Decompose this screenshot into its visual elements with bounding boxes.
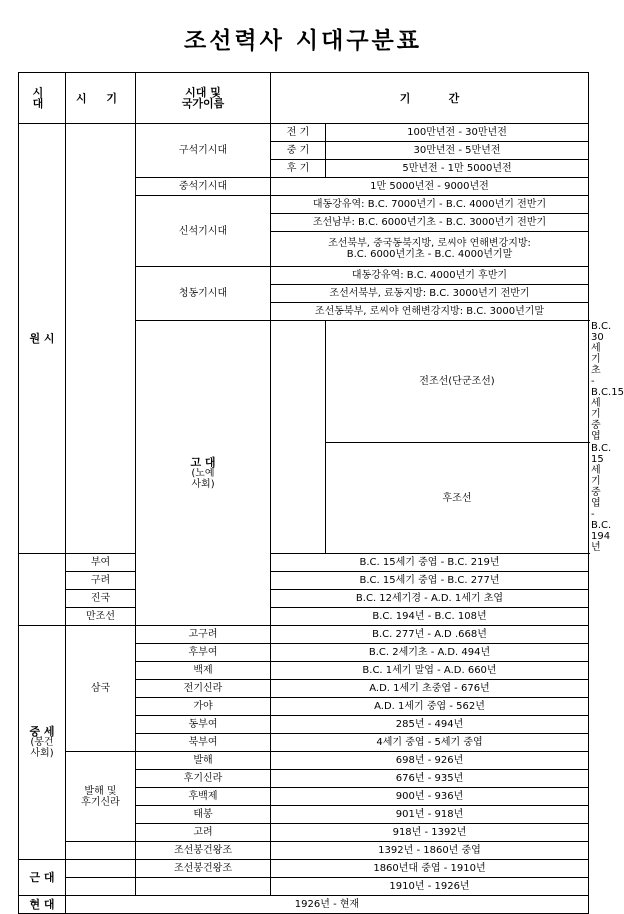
table-row: 후조선 B.C. 15세기 중엽 - B.C. 194년 [19, 443, 589, 554]
row-name: 청동기시대 [136, 267, 271, 321]
header-name: 시대 및 국가이름 [136, 73, 271, 124]
row-name: 전기신라 [136, 680, 271, 698]
row-name: 만조선 [66, 608, 136, 626]
era-modern: 근 대 [19, 860, 66, 896]
row-period: 100만년전 - 30만년전 [326, 124, 589, 142]
row-name: 중석기시대 [136, 178, 271, 196]
phase-empty [19, 554, 66, 626]
row-name: 후부여 [136, 644, 271, 662]
era-ancient-label: 고 대 [190, 455, 216, 469]
table-row [19, 590, 589, 608]
row-period: 1926년 - 현재 [66, 896, 589, 914]
row-name: 태봉 [136, 806, 271, 824]
row-name: 고려 [136, 824, 271, 842]
era-ancient-sub: (노예 사회) [191, 467, 215, 490]
row-name: 조선봉건왕조 [136, 860, 271, 878]
era-medieval-sub: (봉건 사회) [30, 737, 54, 759]
table-row [19, 752, 589, 770]
era-medieval [19, 626, 66, 860]
row-period: A.D. 1세기 초중엽 - 676년 [271, 680, 589, 698]
row-name: 조선봉건왕조 [136, 842, 271, 860]
row-name: 전조선(단군조선) [326, 321, 589, 443]
row-period: 676년 - 935년 [271, 770, 589, 788]
row-period: B.C. 1세기 말엽 - A.D. 660년 [271, 662, 589, 680]
table-row [19, 572, 589, 590]
row-period: 조선동북부, 로씨야 연해변강지방: B.C. 3000년기말 [271, 303, 589, 321]
row-name: 북부여 [136, 734, 271, 752]
phase-empty [66, 842, 136, 860]
row-subphase: 전 기 [271, 124, 326, 142]
row-name-empty [136, 878, 271, 896]
row-period: B.C. 15세기 중엽 - B.C. 277년 [271, 572, 589, 590]
row-period: A.D. 1세기 중엽 - 562년 [271, 698, 589, 716]
row-name: 후기신라 [136, 770, 271, 788]
table-row: 고 대 (노예 사회) 전조선(단군조선) B.C. 30세기초 - B.C.15세기 중엽 [19, 321, 589, 443]
row-period: 4세기 중엽 - 5세기 중엽 [271, 734, 589, 752]
row-period: 대동강유역: B.C. 7000년기 - B.C. 4000년기 전반기 [271, 196, 589, 214]
row-period: 1392년 - 1860년 중엽 [271, 842, 589, 860]
row-period: 1만 5000년전 - 9000년전 [271, 178, 589, 196]
row-period: 5만년전 - 1만 5000년전 [326, 160, 589, 178]
era-primitive: 원 시 [19, 124, 66, 554]
phase-empty [271, 321, 326, 554]
phase-balhae: 발해 및 후기신라 [66, 752, 136, 842]
row-period: 698년 - 926년 [271, 752, 589, 770]
era-contemporary: 현 대 [19, 896, 66, 914]
header-period: 기 간 [271, 73, 589, 124]
row-period: 1860년대 중엽 - 1910년 [271, 860, 589, 878]
table-row [19, 608, 589, 626]
row-name: 백제 [136, 662, 271, 680]
row-name: 발해 [136, 752, 271, 770]
table-row [19, 554, 589, 572]
row-period: 조선북부, 중국동북지방, 로씨야 연해변강지방: B.C. 6000년기초 - B.C. 4000년기말 [271, 232, 589, 267]
row-period: B.C. 277년 - A.D .668년 [271, 626, 589, 644]
header-phase: 시 기 [66, 73, 136, 124]
row-period: 대동강유역: B.C. 4000년기 후반기 [271, 267, 589, 285]
header-era: 시 대 [19, 73, 66, 124]
page-title: 조선력사 시대구분표 [184, 28, 422, 54]
phase-empty [66, 860, 136, 878]
row-period: B.C. 15세기 중엽 - B.C. 219년 [271, 554, 589, 572]
row-name: 후조선 [326, 443, 589, 554]
row-period: B.C. 194년 - B.C. 108년 [271, 608, 589, 626]
row-period: 조선서북부, 료동지방: B.C. 3000년기 전반기 [271, 285, 589, 303]
row-period: B.C. 12세기경 - A.D. 1세기 초엽 [271, 590, 589, 608]
era-table [18, 72, 624, 914]
table-row [19, 860, 589, 878]
row-name: 후백제 [136, 788, 271, 806]
era-ancient [136, 321, 271, 626]
row-period: 1910년 - 1926년 [271, 878, 589, 896]
row-subphase: 후 기 [271, 160, 326, 178]
header-row [19, 73, 589, 124]
phase-empty [66, 124, 136, 554]
row-name: 동부여 [136, 716, 271, 734]
table-row [19, 878, 589, 896]
row-period: 30만년전 - 5만년전 [326, 142, 589, 160]
row-period: 285년 - 494년 [271, 716, 589, 734]
row-subphase: 중 기 [271, 142, 326, 160]
phase-three-kingdoms: 삼국 [66, 626, 136, 752]
row-name: 고구려 [136, 626, 271, 644]
table-row [19, 842, 589, 860]
row-period: 901년 - 918년 [271, 806, 589, 824]
row-period: 900년 - 936년 [271, 788, 589, 806]
row-name: 가야 [136, 698, 271, 716]
table-row [19, 896, 589, 914]
row-name: 구려 [66, 572, 136, 590]
row-period: 918년 - 1392년 [271, 824, 589, 842]
row-name: 부여 [66, 554, 136, 572]
table-row [19, 626, 589, 644]
row-period: B.C. 2세기초 - A.D. 494년 [271, 644, 589, 662]
phase-empty [66, 878, 136, 896]
row-period: 조선남부: B.C. 6000년기초 - B.C. 3000년기 전반기 [271, 214, 589, 232]
row-name: 구석기시대 [136, 124, 271, 178]
row-name: 진국 [66, 590, 136, 608]
era-medieval-label: 중 세 [29, 725, 55, 738]
table-row [19, 124, 589, 142]
row-name: 신석기시대 [136, 196, 271, 267]
